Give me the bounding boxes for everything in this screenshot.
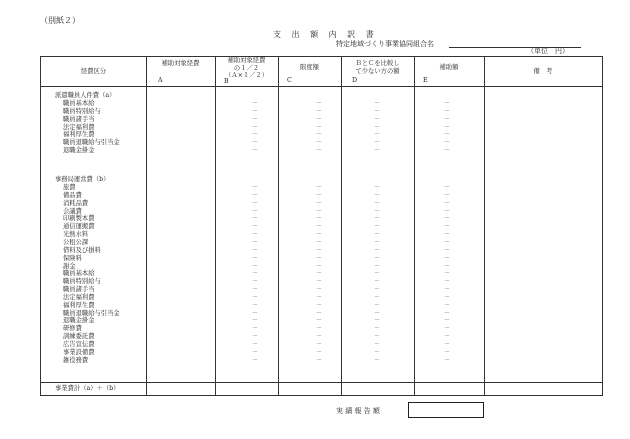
row-label: 法定福利費 — [63, 123, 95, 131]
cell-dash: － — [315, 238, 322, 246]
table-row — [41, 147, 602, 155]
cell-dash: － — [251, 286, 258, 294]
row-label: 光熱水料 — [63, 231, 89, 239]
table-row — [41, 302, 602, 310]
table-row — [41, 357, 602, 365]
cell-dash: － — [315, 131, 322, 139]
cell-dash: － — [251, 115, 258, 123]
row-label: 職員退職給与引当金 — [63, 139, 120, 147]
header-letter-e: E — [423, 77, 428, 84]
cell-dash: － — [373, 286, 380, 294]
cell-dash: － — [373, 184, 380, 191]
cell-dash: － — [251, 262, 258, 270]
row-label: 職員諸手当 — [63, 286, 95, 294]
cell-dash: － — [373, 278, 380, 286]
section-b-heading: 事務局運営費（b） — [55, 176, 110, 183]
cell-dash: － — [315, 199, 322, 207]
row-label: 福利厚生費 — [63, 131, 95, 139]
cell-dash: － — [443, 223, 450, 231]
cell-dash: － — [251, 238, 258, 246]
cell-dash: － — [315, 246, 322, 254]
cell-dash: － — [373, 191, 380, 199]
cell-dash: － — [443, 246, 450, 254]
cell-dash: － — [443, 100, 450, 107]
cell-dash: － — [315, 325, 322, 333]
table-row — [41, 263, 602, 271]
cell-dash: － — [251, 293, 258, 301]
cell-dash: － — [373, 223, 380, 231]
table-row — [41, 215, 602, 223]
cell-dash: － — [443, 115, 450, 123]
unit-label: （単位 円） — [527, 47, 569, 55]
cell-dash: － — [443, 333, 450, 341]
document-title: 支 出 額 内 訳 書 — [273, 30, 378, 39]
row-label: 謝金 — [63, 262, 76, 270]
cell-dash: － — [443, 293, 450, 301]
cell-dash: － — [315, 231, 322, 239]
cell-dash: － — [373, 131, 380, 139]
row-label: 退職金掛金 — [63, 147, 95, 155]
cell-dash: － — [251, 341, 258, 348]
cell-dash: － — [315, 341, 322, 348]
row-label: 保険料 — [63, 254, 82, 262]
table-row — [41, 317, 602, 325]
cell-dash: － — [443, 286, 450, 294]
table-row — [41, 208, 602, 216]
header-letter-b: B — [224, 78, 229, 85]
cell-dash: － — [373, 317, 380, 325]
table-row — [41, 341, 602, 349]
header-category: 経費区分 — [80, 68, 107, 75]
row-label: 通信運搬費 — [63, 223, 95, 231]
cell-dash: － — [443, 278, 450, 286]
table-row — [41, 247, 602, 255]
row-label: 福利厚生費 — [63, 301, 95, 309]
row-label: 退職金掛金 — [63, 317, 95, 325]
report-amount-field[interactable] — [408, 402, 484, 418]
header-subsidy-target: 補助対象経費 — [161, 60, 200, 67]
row-label: 会議費 — [63, 207, 82, 215]
header-limit: 限度額 — [300, 64, 319, 71]
cell-dash: － — [373, 207, 380, 215]
cell-dash: － — [251, 191, 258, 199]
cell-dash: － — [373, 107, 380, 115]
cell-dash: － — [373, 325, 380, 333]
cell-dash: － — [315, 301, 322, 309]
cell-dash: － — [373, 100, 380, 107]
header-letter-c: C — [287, 77, 292, 84]
cell-dash: － — [251, 356, 258, 364]
row-label: 訓練委託費 — [63, 333, 95, 341]
cell-dash: － — [251, 301, 258, 309]
cell-dash: － — [373, 333, 380, 341]
cell-dash: － — [251, 139, 258, 147]
total-divider — [41, 382, 602, 383]
report-amount-label: 実 績 報 告 額 — [336, 407, 380, 415]
cell-dash: － — [443, 184, 450, 191]
table-row — [41, 200, 602, 208]
cell-dash: － — [373, 262, 380, 270]
table-row — [41, 349, 602, 357]
cell-dash: － — [251, 254, 258, 262]
cell-dash: － — [373, 254, 380, 262]
table-row — [41, 294, 602, 302]
row-label: 旅費 — [63, 184, 76, 191]
cell-dash: － — [315, 115, 322, 123]
cell-dash: － — [373, 147, 380, 155]
cell-dash: － — [315, 348, 322, 356]
table-row — [41, 223, 602, 231]
cell-dash: － — [443, 231, 450, 239]
cell-dash: － — [443, 207, 450, 215]
cell-dash: － — [315, 184, 322, 191]
cell-dash: － — [315, 147, 322, 155]
cell-dash: － — [251, 317, 258, 325]
table-row — [41, 239, 602, 247]
expense-table — [40, 56, 603, 396]
table-row — [41, 278, 602, 286]
cell-dash: － — [443, 147, 450, 155]
row-label: 職員諸手当 — [63, 115, 95, 123]
cell-dash: － — [443, 238, 450, 246]
cell-dash: － — [251, 184, 258, 191]
row-label: 研修費 — [63, 325, 82, 333]
row-label: 借料及び損料 — [63, 246, 101, 254]
table-row — [41, 286, 602, 294]
cell-dash: － — [443, 191, 450, 199]
cell-dash: － — [373, 123, 380, 131]
cell-dash: － — [251, 231, 258, 239]
cell-dash: － — [443, 348, 450, 356]
cell-dash: － — [315, 215, 322, 223]
table-row — [41, 184, 602, 192]
cell-dash: － — [443, 107, 450, 115]
cell-dash: － — [443, 317, 450, 325]
cell-dash: － — [315, 123, 322, 131]
table-row — [41, 139, 602, 147]
table-row — [41, 231, 602, 239]
cell-dash: － — [251, 270, 258, 278]
cell-dash: － — [251, 333, 258, 341]
cell-dash: － — [373, 341, 380, 348]
cell-dash: － — [373, 238, 380, 246]
header-divider — [41, 86, 602, 87]
cell-dash: － — [251, 100, 258, 107]
row-label: 消耗品費 — [63, 199, 89, 207]
cell-dash: － — [315, 293, 322, 301]
cell-dash: － — [373, 215, 380, 223]
table-row — [41, 333, 602, 341]
cell-dash: － — [251, 107, 258, 115]
cell-dash: － — [443, 215, 450, 223]
cell-dash: － — [373, 139, 380, 147]
row-label: 職員特別給与 — [63, 107, 101, 115]
cell-dash: － — [443, 131, 450, 139]
cell-dash: － — [251, 348, 258, 356]
table-row — [41, 310, 602, 318]
cell-dash: － — [315, 356, 322, 364]
cell-dash: － — [251, 199, 258, 207]
header-lesser: ＢとＣを比較し て少ない方の額 — [355, 60, 400, 75]
cell-dash: － — [315, 317, 322, 325]
cell-dash: － — [315, 107, 322, 115]
cell-dash: － — [443, 341, 450, 348]
row-label: 法定福利費 — [63, 293, 95, 301]
cell-dash: － — [315, 278, 322, 286]
cell-dash: － — [373, 309, 380, 317]
cell-dash: － — [443, 270, 450, 278]
cell-dash: － — [373, 293, 380, 301]
header-remarks: 備 考 — [533, 68, 553, 75]
cell-dash: － — [373, 246, 380, 254]
cell-dash: － — [443, 254, 450, 262]
header-subsidy: 補助額 — [439, 64, 459, 71]
table-row — [41, 100, 602, 108]
cell-dash: － — [443, 123, 450, 131]
cell-dash: － — [443, 309, 450, 317]
row-label: 広告宣伝費 — [63, 341, 95, 348]
cell-dash: － — [373, 348, 380, 356]
cell-dash: － — [315, 333, 322, 341]
cell-dash: － — [443, 139, 450, 147]
cell-dash: － — [315, 262, 322, 270]
cell-dash: － — [315, 254, 322, 262]
org-name-label: 特定地域づくり事業協同組合名 — [336, 40, 434, 48]
cell-dash: － — [251, 309, 258, 317]
cell-dash: － — [443, 262, 450, 270]
cell-dash: － — [373, 270, 380, 278]
header-letter-a: A — [158, 77, 163, 84]
cell-dash: － — [251, 131, 258, 139]
cell-dash: － — [251, 207, 258, 215]
table-row — [41, 255, 602, 263]
cell-dash: － — [251, 123, 258, 131]
header-letter-d: D — [352, 77, 358, 84]
cell-dash: － — [315, 100, 322, 107]
cell-dash: － — [443, 356, 450, 364]
cell-dash: － — [443, 199, 450, 207]
row-label: 公租公課 — [63, 238, 89, 246]
row-label: 職員退職給与引当金 — [63, 309, 120, 317]
cell-dash: － — [251, 278, 258, 286]
cell-dash: － — [373, 115, 380, 123]
table-row — [41, 124, 602, 132]
cell-dash: － — [315, 207, 322, 215]
cell-dash: － — [315, 286, 322, 294]
row-label: 雑役務費 — [63, 356, 89, 364]
cell-dash: － — [373, 199, 380, 207]
cell-dash: － — [315, 270, 322, 278]
row-label: 印刷製本費 — [63, 215, 95, 223]
row-label: 職員基本給 — [63, 270, 95, 278]
cell-dash: － — [373, 301, 380, 309]
cell-dash: － — [443, 301, 450, 309]
row-label: 備品費 — [63, 191, 82, 199]
cell-dash: － — [315, 139, 322, 147]
cell-dash: － — [443, 325, 450, 333]
cell-dash: － — [315, 309, 322, 317]
cell-dash: － — [373, 356, 380, 364]
cell-dash: － — [251, 325, 258, 333]
table-row — [41, 131, 602, 139]
header-subsidy-target-half: 補助対象経費 の１／２ （Ａ×１／２） — [224, 57, 269, 80]
attachment-label: （別紙２） — [40, 16, 80, 25]
total-label: 事業費計（a）＋（b） — [55, 385, 120, 392]
table-row — [41, 192, 602, 200]
cell-dash: － — [251, 215, 258, 223]
cell-dash: － — [315, 191, 322, 199]
section-a-heading: 派遣職員人件費（a） — [55, 92, 116, 99]
row-label: 職員基本給 — [63, 100, 95, 107]
cell-dash: － — [315, 223, 322, 231]
cell-dash: － — [251, 147, 258, 155]
table-row — [41, 325, 602, 333]
cell-dash: － — [251, 223, 258, 231]
table-row — [41, 116, 602, 124]
row-label: 職員特別給与 — [63, 278, 101, 286]
cell-dash: － — [251, 246, 258, 254]
row-label: 事業設備費 — [63, 348, 95, 356]
table-row — [41, 270, 602, 278]
cell-dash: － — [373, 231, 380, 239]
table-row — [41, 108, 602, 116]
